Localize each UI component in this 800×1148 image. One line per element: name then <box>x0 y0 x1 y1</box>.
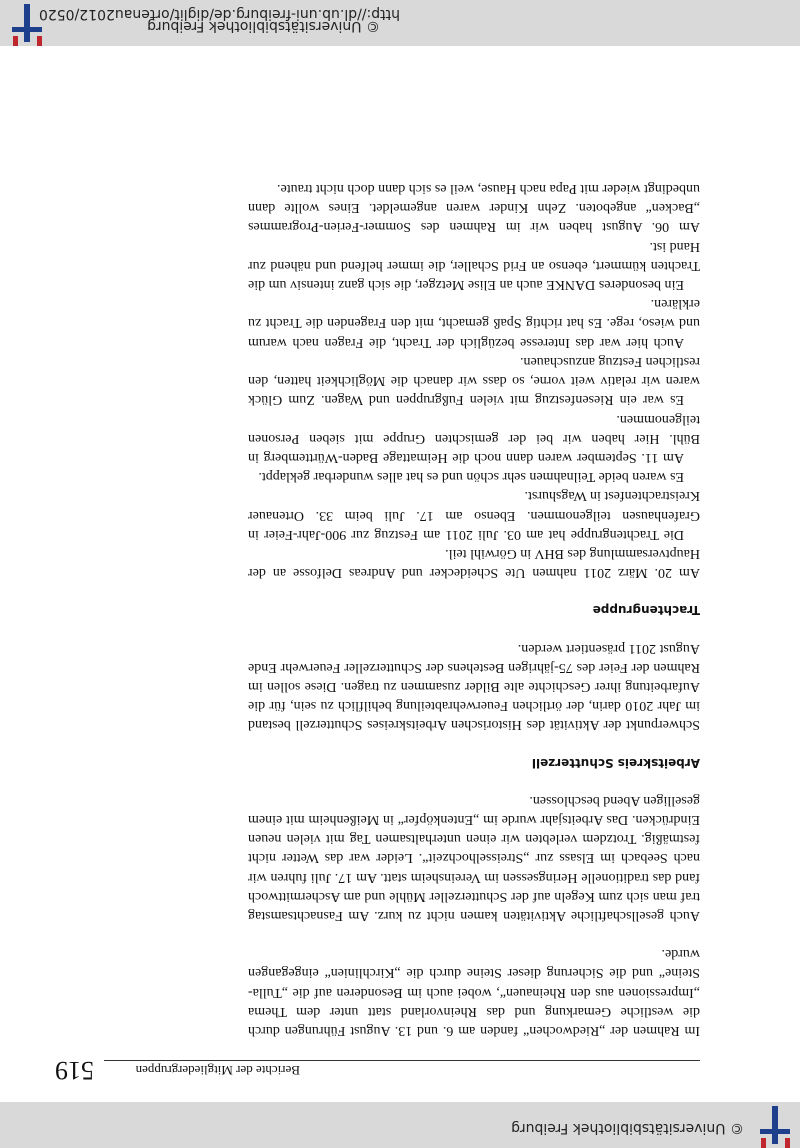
paragraph: Es waren beide Teilnahmen sehr schön und es hat alles wunderbar geklappt. <box>258 469 684 485</box>
bottom-bar <box>0 0 800 46</box>
running-head: Berichte der Mitgliedergruppen <box>135 1063 300 1078</box>
footer-copyright: © Universitätsbibliothek Freiburg <box>147 18 380 34</box>
section-heading: Arbeitskreis Schutterzell <box>531 755 700 770</box>
paragraph: Auch gesellschaftliche Aktivitäten kamen nicht zu kurz. Am Fasnachtsamstag traf man sich zum Kegeln auf der Schutterzeller Mühle und am Aschermittwoch fand das traditionelle Heringsessen im Vereinsheim statt. Am 17. Juli fuhren wir nach Seebach im Elsass zur „Streisselhochzeit“. Leider war das Wetter nicht festmäßig. Trotzdem verlebten wir einen unterhaltsamen Tag mit vielen neuen Eindrücken. Das Arbeitsjahr wurde im „Entenköpfer“ in Meißenheim mit einem geselligen Abend beschlossen. <box>248 792 700 923</box>
header-rule <box>104 1060 700 1061</box>
paragraph: Ein besonderes DANKE auch an Elise Metzger, die sich ganz intensiv um die Trachten kümmert, ebenso an Frid Schaller, die immer helfend und nähend zur Hand ist. <box>248 238 700 293</box>
page-number: 519 <box>55 1056 94 1085</box>
paragraph: Es war ein Riesenfestzug mit vielen Fußgruppen und Wagen. Zum Glück waren wir relativ weit vorne, so dass wir danach die Möglichkeit hatten, den restlichen Festzug anzuschauen. <box>248 353 700 408</box>
university-library-logo-icon <box>754 1102 794 1148</box>
paragraph: Am 20. März 2011 nahmen Ute Scheidecker und Andreas Delfosse an der Hauptversammlung des BHV in Görwihl teil. <box>248 545 700 581</box>
paragraph: Die Trachtengruppe hat am 03. Juli 2011 am Festzug zur 900-Jahr-Feier in Grafenhausen teilgenommen. Ebenso am 17. Juli beim 33. Ortenauer Kreistrachtenfest in Wagshurst. <box>248 488 700 542</box>
paragraph: Im Rahmen der „Riedwochen“ fanden am 6. und 13. August Führungen durch die westliche Gemarkung und das Rheinvorland statt unter dem Thema „Impressionen aus den Rheinauen“, wobei auch im Besonderen auf die „Tulla-Steine“ und die Sicherung dieser Steine durch die „Kirchlinien“ eingegangen wurde. <box>248 946 700 1038</box>
section-heading: Trachtengruppe <box>592 603 700 618</box>
paragraph: Auch hier war das Interesse bezüglich der Tracht, die Fragen nach warum und wieso, rege. Es hat richtig Spaß gemacht, mit den Fragenden die Tracht zu erklären. <box>248 296 700 350</box>
top-bar <box>0 1102 800 1148</box>
article-body <box>248 179 700 1040</box>
paragraph: Schwerpunkt der Aktivität des Historischen Arbeitskreises Schutterzell bestand im Jahr 2010 darin, der örtlichen Feuerwehrabteilung behilflich zu sein, für die Aufarbeitung ihrer Geschichte alte Bilder zusammen zu tragen. Diese sollen im Rahmen der Feier des 75-jährigen Bestehens der Schutterzeller Feuerwehr Ende August 2011 präsentiert werden. <box>248 640 700 733</box>
paragraph: Am 06. August haben wir im Rahmen des Sommer-Ferien-Programmes „Backen“ angeboten. Zehn Kinder waren angemeldet. Eines wollte dann unbedingt wieder mit Papa nach Hause, weil es sich dann doch nicht traute. <box>248 181 700 235</box>
footer-url-link[interactable]: http://dl.ub.uni-freiburg.de/diglit/ortenau2012/0520 <box>38 6 400 22</box>
header-copyright: © Universitätsbibliothek Freiburg <box>511 1120 744 1136</box>
paragraph: Am 11. September waren dann noch die Heimattage Baden-Württemberg in Bühl. Hier haben wir bei der gemischten Gruppe mit sieben Personen teilgenommen. <box>248 411 700 465</box>
